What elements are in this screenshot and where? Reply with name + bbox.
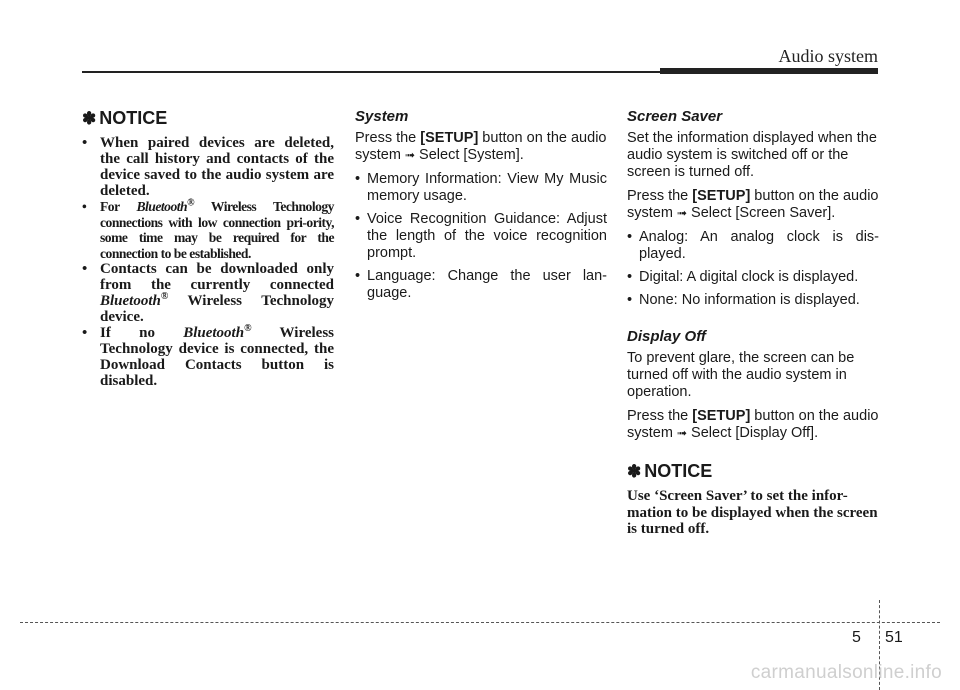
- header-rule-thick: [660, 68, 878, 74]
- list-item: • For Bluetooth® Wireless Technology connections with low connection pri-ority, some time may be required for the connection to be established.: [82, 197, 334, 261]
- arrow-right-icon: ➟: [676, 206, 688, 220]
- list-item: • None: No information is displayed.: [627, 292, 860, 308]
- registered-mark: ®: [244, 323, 252, 334]
- list-item: • Voice Recognition Guidance: Adjust the length of the voice recognition prompt.: [355, 211, 607, 261]
- screen-notice-text: Use ‘Screen Saver’ to set the infor-mation to be displayed when the screen is turned off.: [627, 488, 878, 537]
- footer-dashed-rule: [20, 622, 940, 623]
- list-item: • Memory Information: View My Music memory usage.: [355, 171, 607, 204]
- bluetooth-brand: Bluetooth: [183, 325, 245, 341]
- list-item: [82, 135, 334, 199]
- setup-key-label: [SETUP]: [692, 408, 751, 424]
- list-item: • Contacts can be downloaded only from the currently connected Bluetooth® Wireless Technology device.: [82, 261, 334, 325]
- list-item: • If no Bluetooth® Wireless Technology device is connected, the Download Contacts button is disabled.: [82, 323, 334, 389]
- arrow-right-icon: ➟: [676, 426, 688, 440]
- notice-item-text: When paired devices are deleted, the call history and contacts of the device saved to the audio system are deleted.: [100, 135, 334, 199]
- arrow-right-icon: ➟: [404, 148, 416, 162]
- bullet-icon: •: [82, 261, 88, 277]
- system-intro: Press the [SETUP] button on the audio system ➟ Select [System].: [355, 130, 607, 163]
- bullet-icon: •: [355, 268, 361, 284]
- column-notice: [82, 108, 334, 389]
- setup-key-label: [SETUP]: [420, 130, 479, 146]
- bullet-icon: •: [82, 325, 88, 341]
- notice-heading: [82, 108, 334, 129]
- list-item: • Analog: An analog clock is dis-played.: [627, 229, 879, 262]
- screen-saver-intro: Press the [SETUP] button on the audio system ➟ Select [Screen Saver].: [627, 188, 879, 221]
- notice-list: [82, 135, 334, 389]
- section-number: 5: [852, 629, 861, 646]
- screen-saver-desc: Set the information displayed when the audio system is switched off or the screen is turned off.: [627, 130, 877, 180]
- notice-star-icon: ✽: [627, 461, 642, 481]
- display-off-desc: To prevent glare, the screen can be turned off with the audio system in operation.: [627, 350, 855, 400]
- section-heading-system: System: [355, 108, 409, 125]
- registered-mark: ®: [160, 291, 169, 302]
- watermark: carmanualsonline.info: [750, 662, 942, 683]
- notice-star-icon: ✽: [82, 108, 97, 128]
- page-number: 51: [885, 629, 903, 646]
- column-screen: [627, 108, 879, 538]
- list-item: • Language: Change the user lan-guage.: [355, 268, 607, 301]
- bullet-icon: •: [627, 292, 633, 308]
- bullet-icon: •: [627, 269, 633, 285]
- bullet-icon: •: [355, 211, 361, 227]
- bullet-icon: •: [627, 229, 633, 245]
- bullet-icon: •: [355, 171, 361, 187]
- notice-heading-label: NOTICE: [99, 108, 168, 128]
- list-item: • Digital: A digital clock is displayed.: [627, 269, 859, 285]
- section-heading-screen-saver: Screen Saver: [627, 108, 723, 125]
- column-system: [355, 108, 607, 309]
- notice-heading-label: NOTICE: [644, 461, 713, 481]
- bluetooth-brand: Bluetooth: [100, 293, 161, 309]
- registered-mark: ®: [187, 197, 195, 209]
- bullet-icon: •: [82, 135, 88, 151]
- bluetooth-brand: Bluetooth: [136, 199, 188, 214]
- display-off-intro: Press the [SETUP] button on the audio system ➟ Select [Display Off].: [627, 408, 879, 441]
- system-options-list: [355, 171, 607, 302]
- bullet-icon: •: [82, 199, 87, 214]
- header-rule-thin: [82, 71, 660, 73]
- screen-saver-options-list: [627, 229, 879, 309]
- setup-key-label: [SETUP]: [692, 188, 751, 204]
- page-header-title: Audio system: [778, 46, 878, 66]
- section-heading-display-off: Display Off: [627, 328, 706, 345]
- notice-heading: [627, 461, 879, 482]
